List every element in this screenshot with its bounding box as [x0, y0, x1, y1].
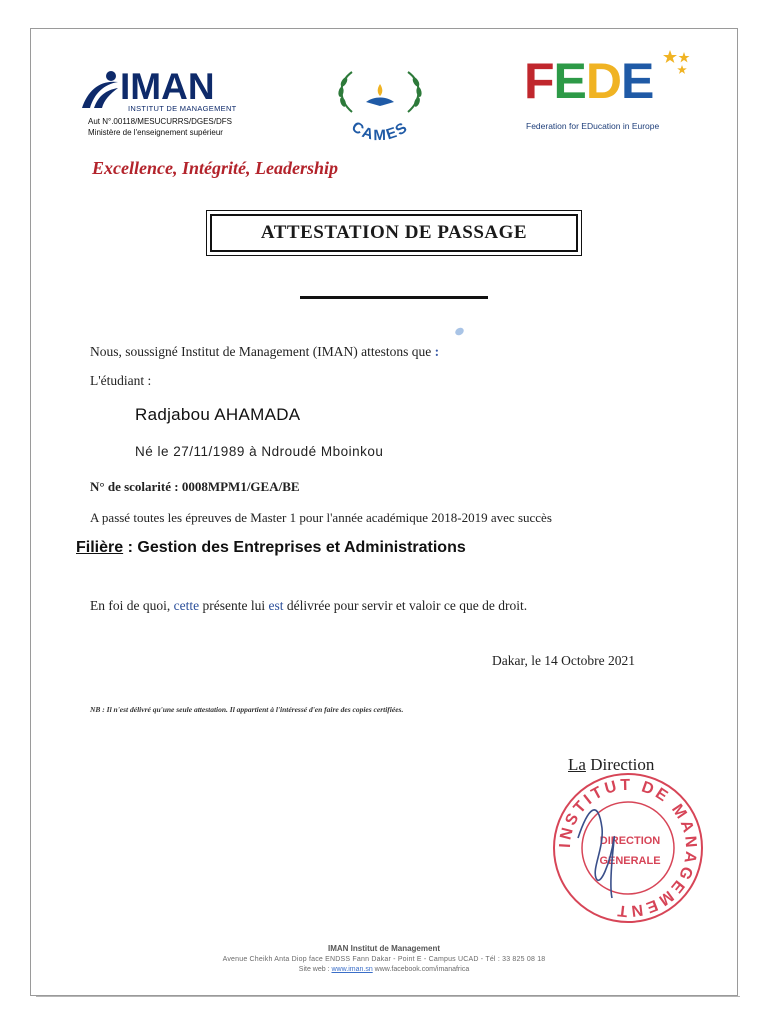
signature-scribble — [578, 810, 614, 898]
en-foi-part: cette — [173, 598, 200, 613]
footer-org: IMAN Institut de Management — [327, 944, 440, 953]
stamp-center-1: DIRECTION — [599, 835, 661, 847]
footer-site-label: Site web : — [298, 966, 330, 973]
fede-letter: E — [621, 53, 654, 109]
intro-line — [90, 344, 439, 360]
footer-facebook[interactable]: www.facebook.com/imanafrica — [374, 966, 470, 973]
student-name: Radjabou AHAMADA — [135, 405, 301, 424]
laurel-left-icon — [338, 72, 352, 112]
fede-wordmark — [524, 53, 654, 109]
intro-mark: : — [434, 344, 440, 359]
iman-logo — [80, 66, 280, 146]
nb-note: NB : Il n'est délivré qu'une seule attestation. Il appartient à l'intéressé d'en faire des copies certifiées. — [90, 705, 404, 714]
en-foi-part: est — [268, 598, 284, 613]
motto: Excellence, Intégrité, Leadership — [92, 158, 338, 178]
filiere-line — [76, 539, 466, 557]
en-foi-part: présente lui — [202, 598, 266, 613]
footer-links — [100, 966, 668, 973]
filiere-value: Gestion des Entreprises et Administrations — [137, 539, 466, 556]
direction-part: Direction — [585, 755, 655, 774]
footer-site-link[interactable]: www.iman.sn — [331, 966, 373, 973]
filiere-label: Filière — [76, 539, 124, 556]
en-foi-part: délivrée pour servir et valoir ce que de droit. — [286, 598, 528, 613]
intro-text: Nous, soussigné Institut de Management (IMAN) attestons que — [90, 344, 432, 359]
direction-part: La — [568, 755, 586, 774]
cames-logo — [330, 68, 430, 144]
iman-ministry: Ministère de l'enseignement supérieur — [88, 128, 223, 137]
title-underline — [300, 296, 488, 299]
fede-tagline: Federation for EDucation in Europe — [526, 121, 660, 131]
iman-subtitle: INSTITUT DE MANAGEMENT — [128, 104, 237, 113]
en-foi-part: En foi de quoi, — [90, 598, 171, 613]
passed-line: A passé toutes les épreuves de Master 1 pour l'année académique 2018-2019 avec succès — [90, 510, 552, 525]
footer — [100, 944, 668, 973]
bottom-rule — [36, 996, 740, 997]
scolarite-label: N° de scolarité : — [90, 479, 179, 494]
fede-letter: D — [585, 53, 622, 109]
svg-text:INSTITUT DE MANAGEMENT — [557, 777, 699, 919]
cames-wordmark: CAMES — [348, 118, 412, 144]
official-stamp — [548, 768, 708, 928]
fede-logo — [524, 48, 694, 138]
iman-wordmark: IMAN — [120, 66, 215, 107]
stars-icon — [662, 48, 692, 78]
footer-address: Avenue Cheikh Anta Diop face ENDSS Fann Dakar - Point E - Campus UCAD - Tél : 33 825 08 18 — [222, 956, 546, 963]
document-title: ATTESTATION DE PASSAGE — [210, 214, 578, 252]
iman-authorization: Aut N°.00118/MESUCURRS/DGES/DFS — [88, 117, 232, 126]
svg-text:CAMES — [348, 118, 412, 144]
fede-letter: E — [553, 53, 586, 109]
birth-line: Né le 27/11/1989 à Ndroudé Mboinkou — [135, 444, 384, 459]
stamp-ring-text: INSTITUT DE MANAGEMENT — [556, 776, 700, 920]
title-box — [206, 210, 582, 256]
date-line: Dakar, le 14 Octobre 2021 — [492, 653, 636, 668]
filiere-sep: : — [127, 539, 133, 556]
scolarite-line — [90, 479, 300, 495]
iman-swoosh-icon — [80, 70, 124, 110]
laurel-right-icon — [408, 72, 422, 112]
fede-letter: F — [524, 53, 554, 109]
torch-icon — [366, 84, 394, 106]
en-foi-line — [90, 598, 527, 614]
student-label: L'étudiant : — [90, 373, 152, 388]
stamp-center-2: GENERALE — [599, 855, 661, 867]
scolarite-value: 0008MPM1/GEA/BE — [181, 479, 300, 494]
